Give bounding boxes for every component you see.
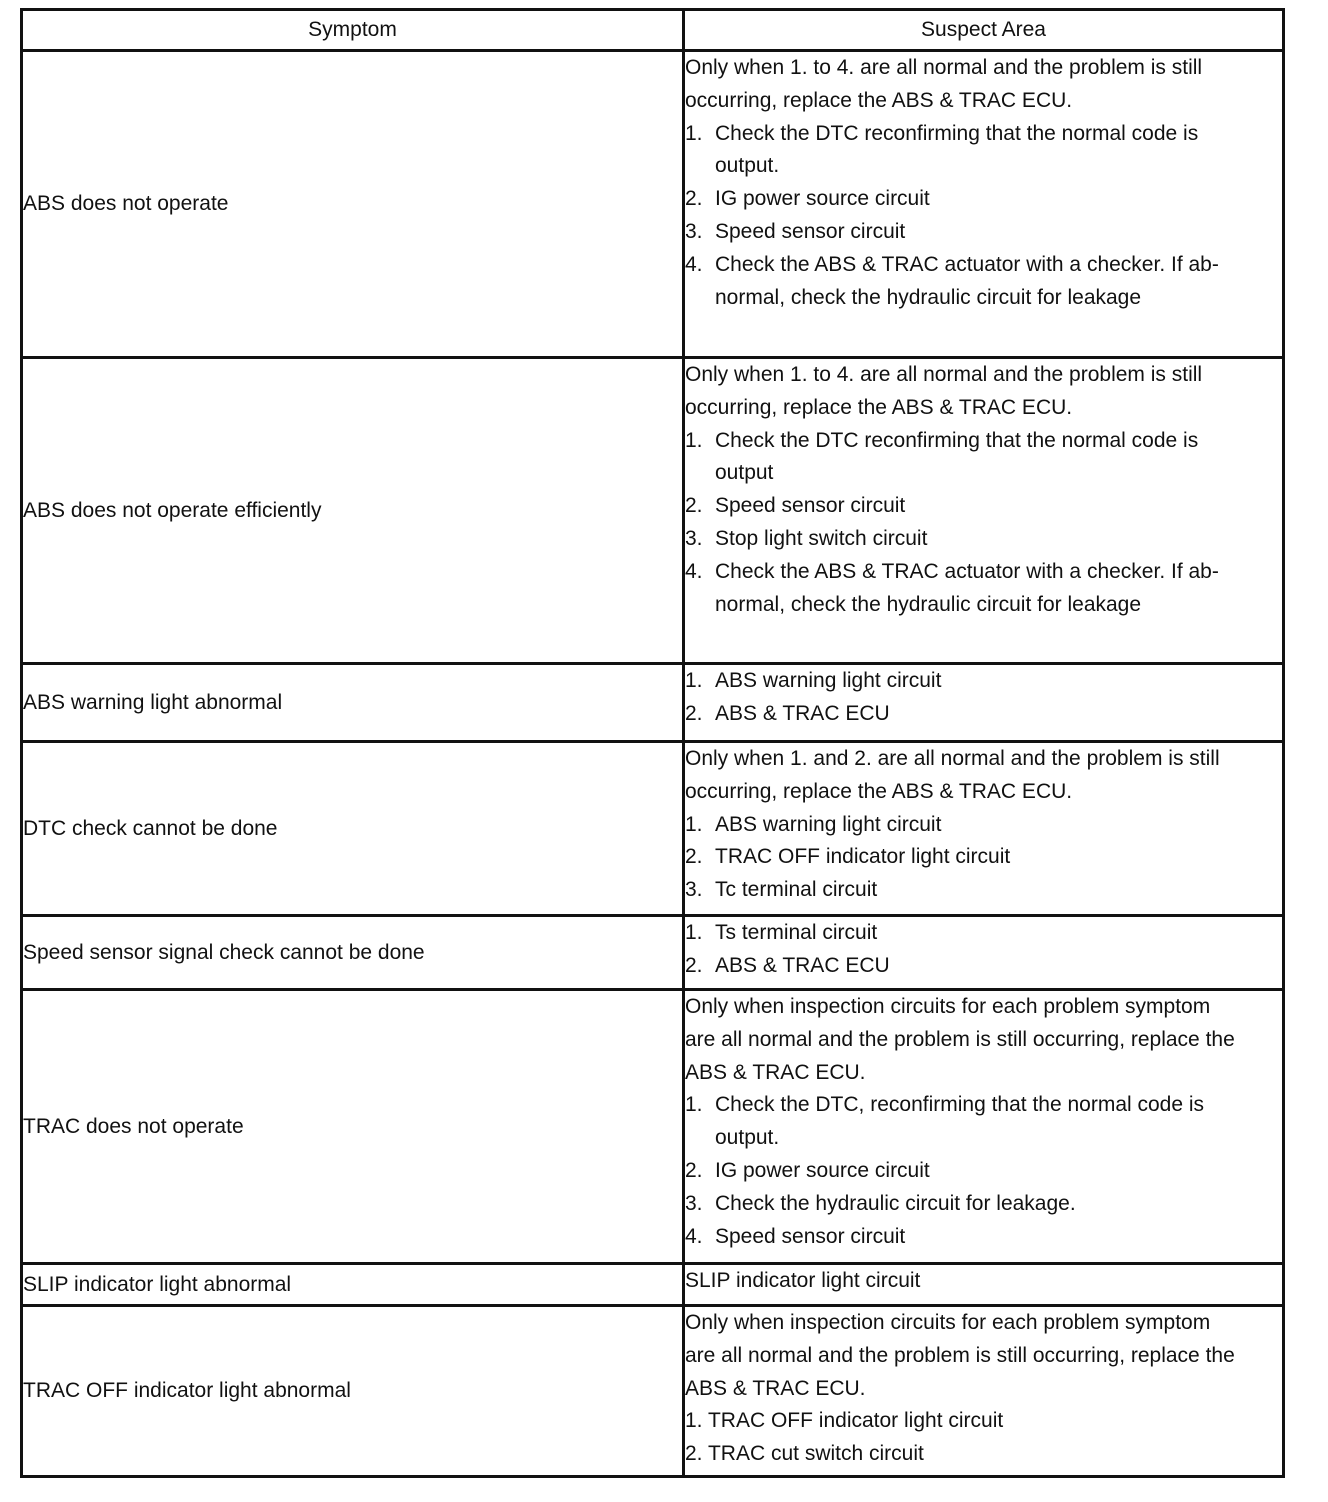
numbered-step [685,425,1282,458]
line-text: are all normal and the problem is still occurring, replace the [685,1343,1235,1367]
text-line [685,150,1282,183]
line-text: ABS warning light circuit [715,669,942,692]
line-text: are all normal and the problem is still occurring, replace the [685,1027,1235,1051]
symptom-cell: ABS does not operate [22,51,684,358]
line-text: Speed sensor circuit [715,1224,906,1248]
step-number: 2. [685,845,703,869]
line-text: Only when inspection circuits for each problem symptom [685,995,1211,1018]
symptom-cell: SLIP indicator light abnormal [22,1264,684,1306]
line-text: Check the DTC reconfirming that the normal code is [715,428,1199,452]
suspect-area-lines [685,917,1282,983]
symptom-cell: Speed sensor signal check cannot be done [22,916,684,990]
line-text: Only when 1. and 2. are all normal and the problem is still [685,747,1220,770]
table-row [22,742,1284,916]
numbered-step [685,841,1282,874]
line-text: Only when 1. to 4. are all normal and the problem is still [685,56,1203,79]
text-line [685,1057,1282,1090]
line-text: Check the ABS & TRAC actuator with a checker. If ab- [715,252,1219,276]
text-line [685,457,1282,490]
step-number: 4. [685,1224,703,1248]
table-row [22,990,1284,1264]
symptom-column-header: Symptom [22,10,684,51]
step-number: 1. [685,121,703,145]
symptom-cell: TRAC OFF indicator light abnormal [22,1306,684,1477]
table-body [22,51,1284,1477]
suspect-area-cell [684,1264,1284,1306]
text-line [685,776,1282,809]
line-text: Speed sensor circuit [715,494,906,518]
step-number: 3. [685,1191,703,1215]
table-header-row [22,10,1284,51]
numbered-step [685,490,1282,523]
line-text: occurring, replace the ABS & TRAC ECU. [685,779,1073,803]
line-text: Stop light switch circuit [715,526,928,550]
suspect-area-lines [685,743,1282,907]
table-row [22,51,1284,358]
step-number: 1. [685,669,703,692]
symptom-cell: ABS warning light abnormal [22,664,684,742]
table-row [22,358,1284,664]
step-number: 1. [685,428,703,452]
suspect-area-lines [685,991,1282,1253]
table-row [22,1264,1284,1306]
table-row [22,664,1284,742]
symptom-cell: TRAC does not operate [22,990,684,1264]
step-number: 1. [685,921,703,944]
text-line [685,991,1282,1024]
suspect-area-cell [684,358,1284,664]
step-number: 3. [685,878,703,902]
numbered-step [685,809,1282,842]
numbered-step [685,1155,1282,1188]
suspect-area-cell [684,51,1284,358]
numbered-step [685,1089,1282,1122]
line-text: Ts terminal circuit [715,921,878,944]
step-number: 1. [685,1093,703,1117]
line-text: output. [715,1126,780,1150]
line-text: Check the hydraulic circuit for leakage. [715,1191,1076,1215]
numbered-step [685,874,1282,907]
line-text: Check the DTC, reconfirming that the normal code is [715,1093,1205,1117]
line-text: ABS warning light circuit [715,812,942,836]
step-number: 3. [685,219,703,243]
text-line [685,52,1282,85]
line-text: Only when inspection circuits for each problem symptom [685,1311,1211,1334]
suspect-area-lines [685,1265,1282,1298]
line-text: IG power source circuit [715,1158,930,1182]
numbered-step [685,183,1282,216]
line-text: normal, check the hydraulic circuit for leakage [715,592,1142,616]
text-line [685,743,1282,776]
numbered-step [685,556,1282,589]
text-line [685,1122,1282,1155]
suspect-area-lines [685,52,1282,314]
step-number: 4. [685,559,703,583]
step-number: 3. [685,526,703,550]
line-text: Check the DTC reconfirming that the normal code is [715,121,1199,145]
line-text: Speed sensor circuit [715,219,906,243]
line-text: 1. TRAC OFF indicator light circuit [685,1409,1004,1433]
text-line [685,85,1282,118]
line-text: Tc terminal circuit [715,878,878,902]
line-text: ABS & TRAC ECU [715,953,890,977]
numbered-step [685,665,1282,698]
text-line [685,1340,1282,1373]
line-text: IG power source circuit [715,187,930,211]
step-number: 2. [685,953,703,977]
step-number: 1. [685,812,703,836]
line-text: TRAC OFF indicator light circuit [715,845,1011,869]
line-text: ABS & TRAC ECU. [685,1060,866,1084]
step-number: 4. [685,252,703,276]
text-line [685,1405,1282,1438]
line-text: occurring, replace the ABS & TRAC ECU. [685,88,1073,112]
table-row [22,1306,1284,1477]
text-line [685,359,1282,392]
suspect-area-cell [684,1306,1284,1477]
numbered-step [685,950,1282,983]
symptom-cell: DTC check cannot be done [22,742,684,916]
numbered-step [685,118,1282,151]
suspect-area-cell [684,916,1284,990]
step-number: 2. [685,494,703,518]
numbered-step [685,249,1282,282]
suspect-area-column-header: Suspect Area [684,10,1284,51]
line-text: 2. TRAC cut switch circuit [685,1442,924,1466]
table-row [22,916,1284,990]
suspect-area-lines [685,1307,1282,1471]
line-text: Only when 1. to 4. are all normal and the problem is still [685,363,1203,386]
line-text: SLIP indicator light circuit [685,1269,921,1292]
numbered-step [685,1188,1282,1221]
line-text: ABS & TRAC ECU. [685,1376,866,1400]
numbered-step [685,917,1282,950]
text-line [685,282,1282,315]
numbered-step [685,698,1282,731]
line-text: normal, check the hydraulic circuit for leakage [715,285,1142,309]
suspect-area-cell [684,664,1284,742]
text-line [685,1265,1282,1298]
numbered-step [685,216,1282,249]
step-number: 2. [685,701,703,725]
numbered-step [685,1221,1282,1254]
line-text: output. [715,154,780,178]
line-text: output [715,461,774,485]
text-line [685,1307,1282,1340]
text-line [685,392,1282,425]
line-text: occurring, replace the ABS & TRAC ECU. [685,395,1073,419]
line-text: Check the ABS & TRAC actuator with a checker. If ab- [715,559,1219,583]
suspect-area-cell [684,742,1284,916]
line-text: ABS & TRAC ECU [715,701,890,725]
suspect-area-lines [685,359,1282,621]
text-line [685,1438,1282,1471]
suspect-area-cell [684,990,1284,1264]
text-line [685,589,1282,622]
troubleshooting-table [20,8,1285,1478]
text-line [685,1024,1282,1057]
step-number: 2. [685,187,703,211]
numbered-step [685,523,1282,556]
text-line [685,1373,1282,1406]
symptom-cell: ABS does not operate efficiently [22,358,684,664]
step-number: 2. [685,1158,703,1182]
suspect-area-lines [685,665,1282,731]
